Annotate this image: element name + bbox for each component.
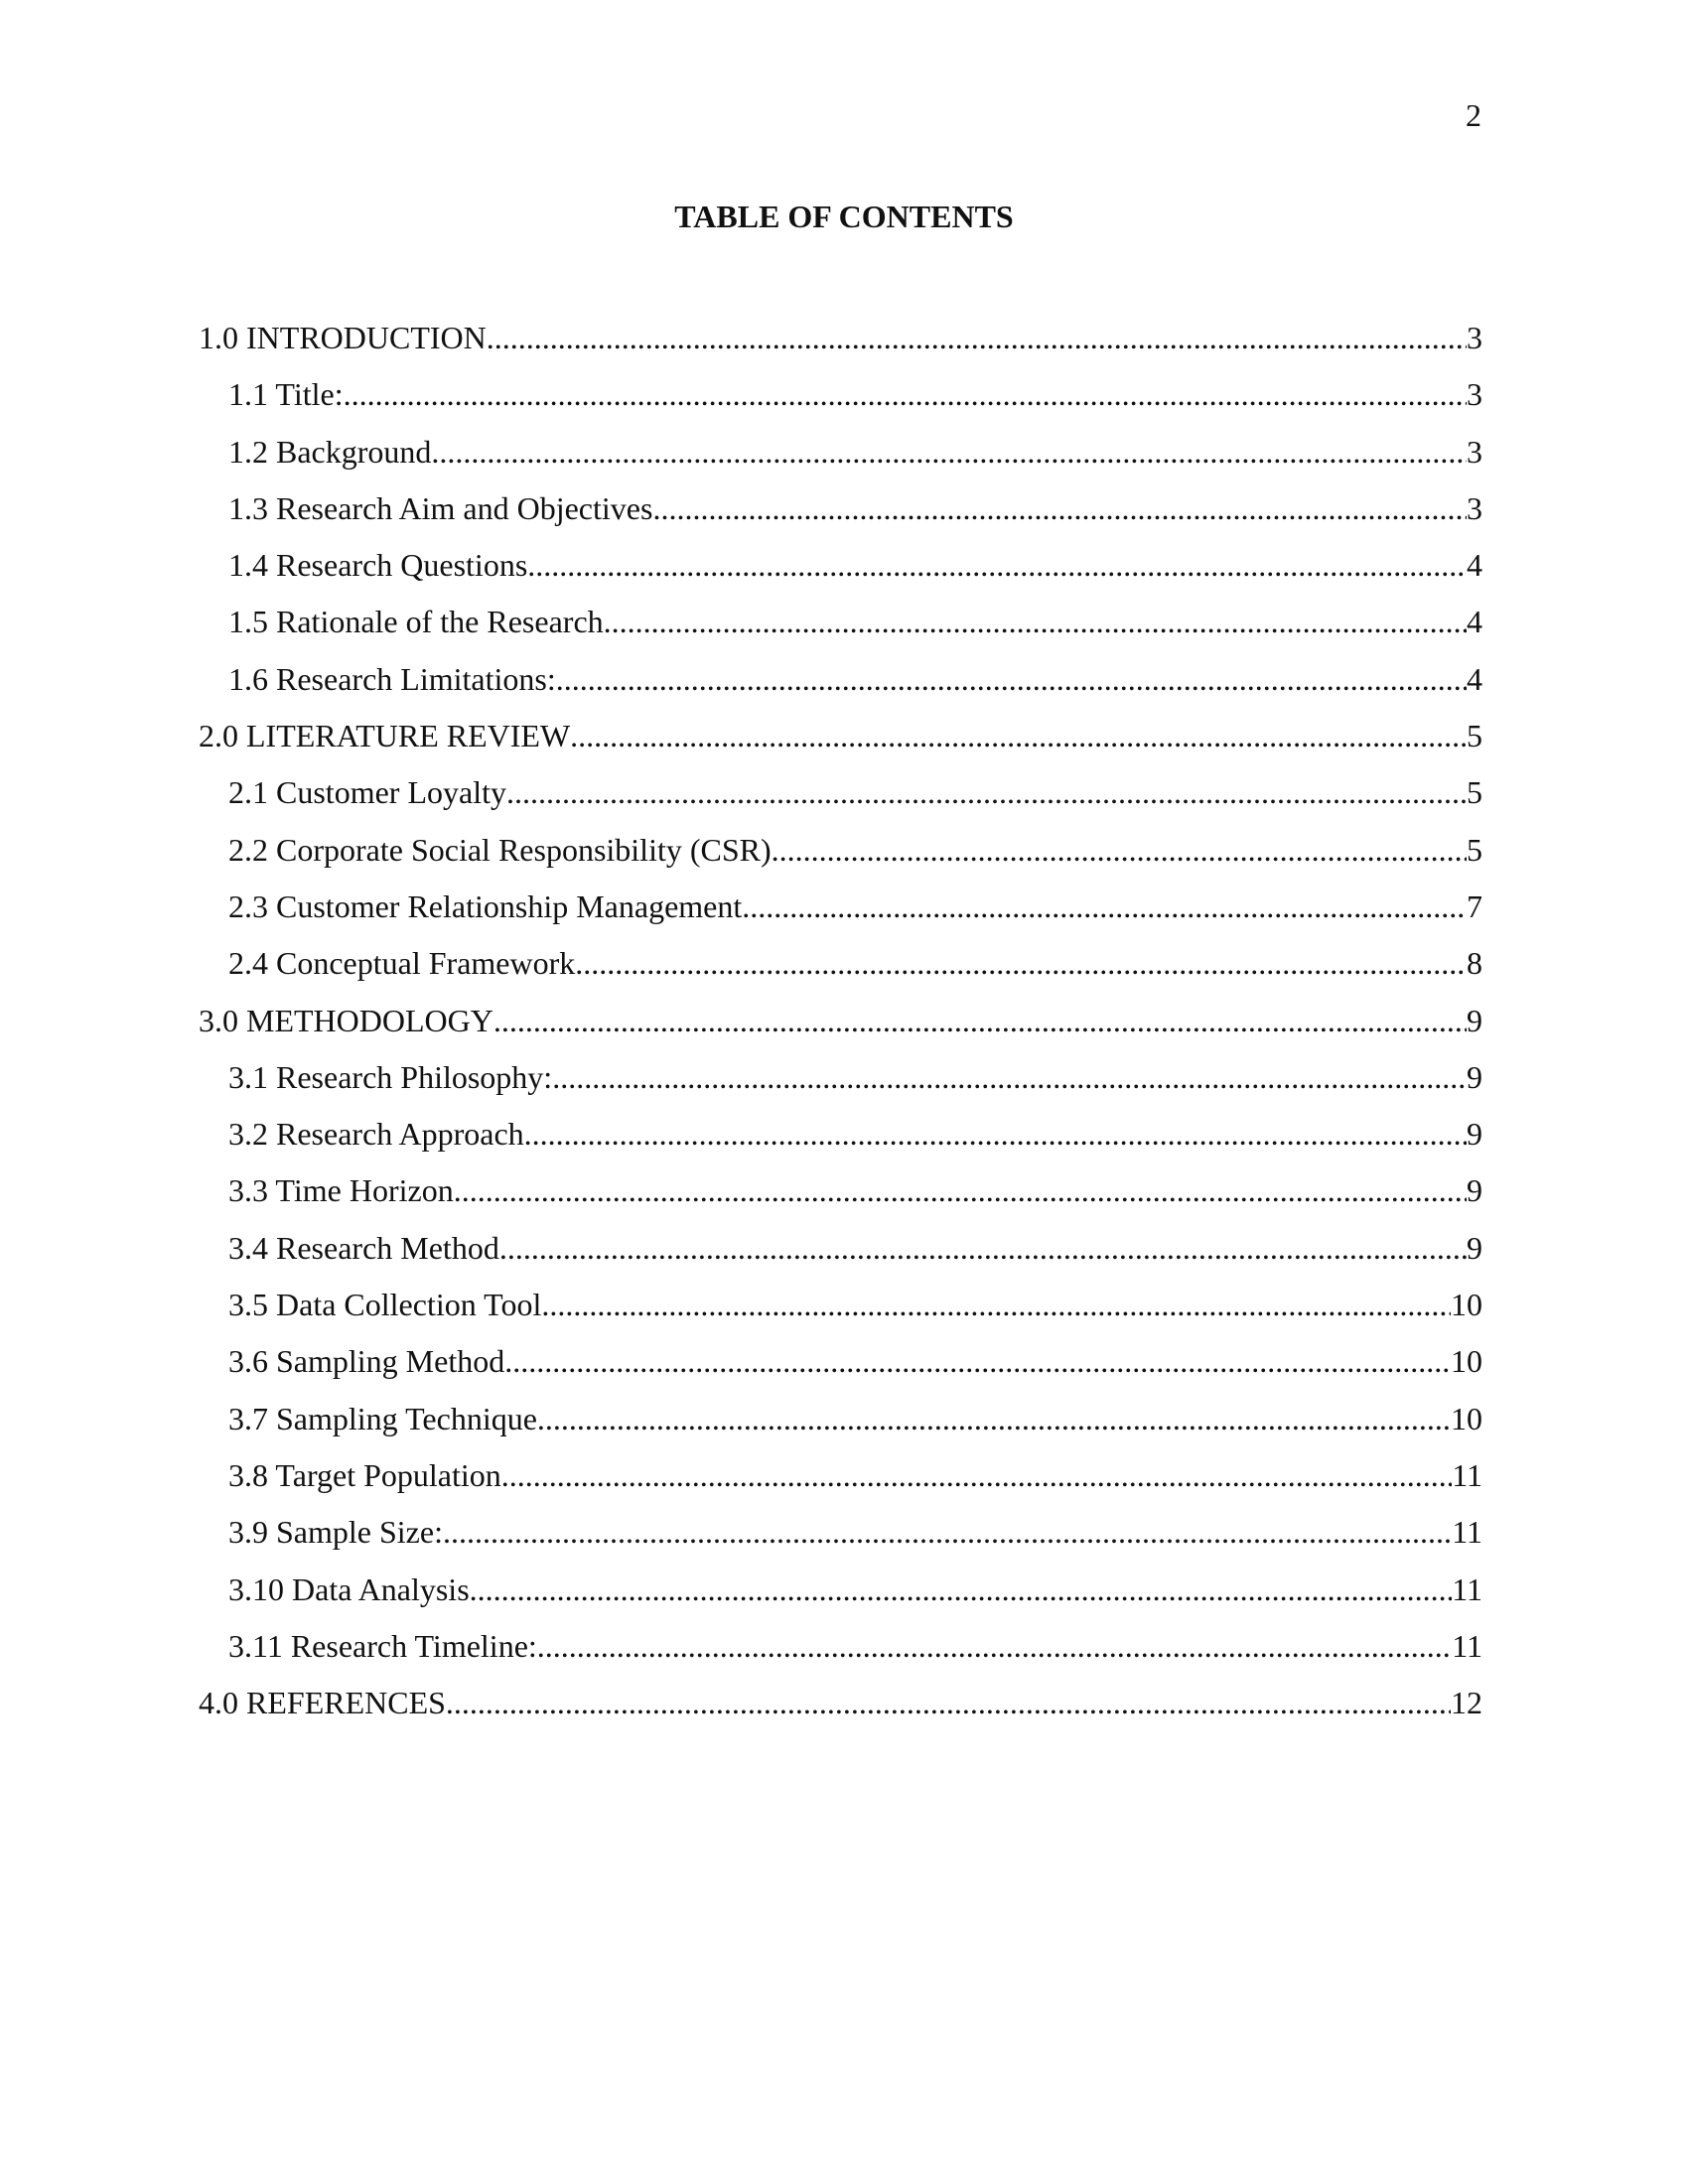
toc-dot-leader: [537, 1618, 1452, 1675]
toc-dot-leader: [652, 480, 1467, 537]
toc-entry-research-questions[interactable]: [199, 537, 1482, 594]
toc-entry-sampling-technique[interactable]: [199, 1391, 1482, 1447]
toc-entry-limitations[interactable]: [199, 651, 1482, 708]
toc-entry-page: 11: [1452, 1570, 1482, 1607]
toc-entry-label: 2.2 Corporate Social Responsibility (CSR): [228, 831, 772, 868]
toc-entry-crm[interactable]: [199, 879, 1482, 935]
toc-list: [199, 310, 1482, 1731]
toc-entry-label: 2.3 Customer Relationship Management: [228, 887, 743, 924]
toc-entry-label: 3.6 Sampling Method: [228, 1343, 505, 1380]
toc-entry-label: 1.0 INTRODUCTION: [199, 320, 487, 355]
toc-entry-sampling-method[interactable]: [199, 1333, 1482, 1390]
toc-entry-label: 1.4 Research Questions: [228, 547, 528, 584]
toc-dot-leader: [556, 651, 1467, 708]
toc-entry-title[interactable]: [199, 366, 1482, 423]
toc-entry-literature-review[interactable]: [199, 708, 1482, 764]
toc-entry-background[interactable]: [199, 424, 1482, 480]
toc-entry-page: 4: [1467, 604, 1482, 640]
toc-entry-page: 9: [1467, 1172, 1482, 1209]
toc-dot-leader: [575, 935, 1467, 992]
toc-entry-label: 3.10 Data Analysis: [228, 1570, 470, 1607]
toc-entry-page: 9: [1467, 1229, 1482, 1266]
toc-entry-csr[interactable]: [199, 822, 1482, 879]
toc-dot-leader: [772, 822, 1467, 879]
toc-entry-page: 10: [1451, 1400, 1482, 1436]
toc-entry-label: 3.2 Research Approach: [228, 1116, 524, 1153]
toc-dot-leader: [487, 310, 1467, 366]
toc-dot-leader: [506, 764, 1467, 821]
toc-entry-label: 1.5 Rationale of the Research: [228, 604, 604, 640]
toc-dot-leader: [552, 1049, 1467, 1106]
toc-entry-page: 4: [1467, 660, 1482, 697]
toc-entry-label: 1.1 Title:: [228, 376, 344, 413]
toc-dot-leader: [344, 366, 1467, 423]
toc-entry-data-analysis[interactable]: [199, 1562, 1482, 1618]
toc-entry-data-collection-tool[interactable]: [199, 1277, 1482, 1333]
toc-entry-customer-loyalty[interactable]: [199, 764, 1482, 821]
toc-entry-page: 5: [1467, 718, 1482, 754]
toc-entry-page: 3: [1467, 433, 1482, 470]
toc-entry-page: 9: [1467, 1116, 1482, 1153]
page-title: TABLE OF CONTENTS: [674, 199, 1014, 234]
toc-entry-research-approach[interactable]: [199, 1106, 1482, 1162]
toc-entry-page: 9: [1467, 1058, 1482, 1095]
toc-entry-label: 1.3 Research Aim and Objectives: [228, 489, 653, 526]
toc-entry-research-philosophy[interactable]: [199, 1049, 1482, 1106]
toc-dot-leader: [742, 879, 1467, 935]
toc-dot-leader: [527, 537, 1467, 594]
toc-entry-label: 2.4 Conceptual Framework: [228, 945, 576, 982]
toc-entry-page: 3: [1467, 320, 1482, 355]
page-number: 2: [1466, 97, 1481, 133]
toc-dot-leader: [446, 1675, 1451, 1731]
toc-dot-leader: [537, 1391, 1451, 1447]
toc-entry-methodology[interactable]: [199, 993, 1482, 1049]
toc-dot-leader: [431, 424, 1467, 480]
toc-entry-page: 11: [1452, 1456, 1482, 1493]
toc-entry-time-horizon[interactable]: [199, 1162, 1482, 1219]
toc-entry-research-method[interactable]: [199, 1220, 1482, 1277]
toc-dot-leader: [524, 1106, 1467, 1162]
toc-dot-leader: [493, 993, 1467, 1049]
toc-entry-introduction[interactable]: [199, 310, 1482, 366]
toc-dot-leader: [501, 1447, 1452, 1504]
toc-entry-label: 3.4 Research Method: [228, 1229, 499, 1266]
toc-dot-leader: [454, 1162, 1467, 1219]
toc-entry-label: 1.2 Background: [228, 433, 432, 470]
toc-entry-page: 9: [1467, 1002, 1482, 1038]
toc-entry-label: 3.8 Target Population: [228, 1456, 501, 1493]
toc-entry-target-population[interactable]: [199, 1447, 1482, 1504]
toc-entry-label: 3.9 Sample Size:: [228, 1514, 443, 1551]
toc-dot-leader: [604, 594, 1467, 650]
toc-entry-page: 5: [1467, 831, 1482, 868]
toc-entry-page: 3: [1467, 376, 1482, 413]
toc-entry-label: 3.1 Research Philosophy:: [228, 1058, 553, 1095]
toc-entry-conceptual-framework[interactable]: [199, 935, 1482, 992]
toc-entry-page: 4: [1467, 547, 1482, 584]
toc-entry-label: 3.0 METHODOLOGY: [199, 1002, 493, 1038]
toc-entry-page: 5: [1467, 774, 1482, 811]
toc-entry-page: 12: [1451, 1685, 1482, 1721]
toc-entry-sample-size[interactable]: [199, 1504, 1482, 1561]
toc-entry-page: 11: [1452, 1627, 1482, 1664]
toc-entry-page: 8: [1467, 945, 1482, 982]
toc-dot-leader: [499, 1220, 1467, 1277]
toc-entry-page: 3: [1467, 489, 1482, 526]
toc-dot-leader: [470, 1562, 1453, 1618]
toc-entry-label: 2.0 LITERATURE REVIEW: [199, 718, 571, 754]
toc-entry-references[interactable]: [199, 1675, 1482, 1731]
toc-entry-research-timeline[interactable]: [199, 1618, 1482, 1675]
toc-dot-leader: [541, 1277, 1451, 1333]
toc-entry-label: 3.7 Sampling Technique: [228, 1400, 537, 1436]
toc-entry-label: 3.3 Time Horizon: [228, 1172, 454, 1209]
toc-entry-rationale[interactable]: [199, 594, 1482, 650]
toc-entry-label: 1.6 Research Limitations:: [228, 660, 556, 697]
toc-dot-leader: [504, 1333, 1451, 1390]
toc-entry-page: 10: [1451, 1287, 1482, 1323]
toc-entry-label: 3.11 Research Timeline:: [228, 1627, 537, 1664]
toc-dot-leader: [570, 708, 1467, 764]
toc-entry-label: 3.5 Data Collection Tool: [228, 1287, 542, 1323]
toc-entry-label: 4.0 REFERENCES: [199, 1685, 446, 1721]
toc-dot-leader: [443, 1504, 1452, 1561]
toc-entry-page: 10: [1451, 1343, 1482, 1380]
toc-entry-page: 7: [1467, 887, 1482, 924]
toc-entry-label: 2.1 Customer Loyalty: [228, 774, 506, 811]
toc-entry-page: 11: [1452, 1514, 1482, 1551]
toc-entry-research-aim[interactable]: [199, 480, 1482, 537]
